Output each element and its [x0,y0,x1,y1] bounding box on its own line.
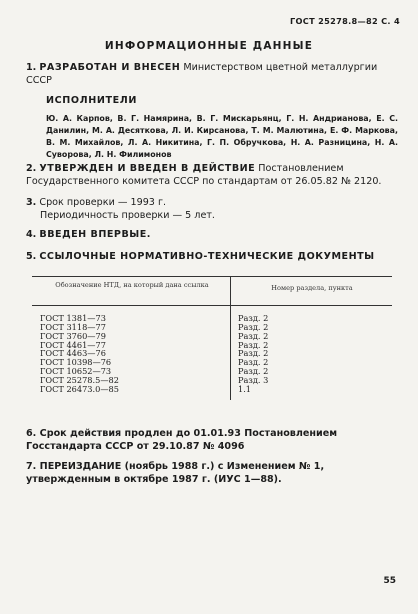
item-3-line1: Срок проверки — 1993 г. [39,197,167,208]
item-7 [26,460,398,486]
item-4-caps: ВВЕДЕН ВПЕРВЫЕ. [39,229,151,240]
document-header: ГОСТ 25278.8—82 С. 4 [289,16,400,26]
section-title: ИНФОРМАЦИОННЫЕ ДАННЫЕ [104,40,314,52]
item-3-number: 3. [26,197,37,208]
table-cell-designation: ГОСТ 4461—77 [40,339,106,350]
table-cell-designation: ГОСТ 10398—76 [40,357,112,368]
table-column-divider [230,276,231,400]
item-1-caps: РАЗРАБОТАН И ВНЕСЕН [39,62,181,73]
item-7-caps: ПЕРЕИЗДАНИЕ [39,461,122,472]
item-6-text: Срок действия продлен до 01.01.93 Постановлением Госстандарта СССР от 29.10.87 № 4096 [26,428,338,452]
item-5 [26,250,398,263]
item-2-number: 2. [26,163,37,174]
item-6-number: 6. [26,428,37,439]
table-cell-section: Разд. 2 [238,313,269,323]
table-cell-designation: ГОСТ 25278.5—82 [40,374,119,385]
table-cell-section: Разд. 2 [238,339,269,350]
table-cell-section: 1.1 [238,383,252,394]
table-cell-section: Разд. 2 [238,366,269,377]
table-header-border [32,305,392,306]
table-column-section [238,314,268,394]
item-5-number: 5. [26,251,37,262]
performers-label: ИСПОЛНИТЕЛИ [46,95,137,106]
item-7-text: (ноябрь 1988 г.) с Изменением № 1, утвержденным в октябре 1987 г. (ИУС 1—88). [26,461,325,485]
table-cell-designation: ГОСТ 10652—73 [40,366,112,377]
references-table [32,276,392,411]
table-cell-designation: ГОСТ 4463—76 [40,348,106,359]
item-4 [26,228,398,241]
item-2 [26,162,398,188]
item-3 [26,196,398,222]
item-4-number: 4. [26,229,37,240]
page-number: 55 [383,576,396,586]
table-header-designation: Обозначение НТД, на который дана ссылка [55,281,209,289]
table-cell-designation: ГОСТ 26473.0—85 [40,383,119,394]
item-2-caps: УТВЕРЖДЕН И ВВЕДЕН В ДЕЙСТВИЕ [39,163,256,174]
item-7-number: 7. [26,461,37,472]
table-cell-section: Разд. 2 [238,348,269,359]
table-cell-designation: ГОСТ 1381—73 [40,313,106,323]
table-cell-section: Разд. 3 [238,374,269,385]
table-column-designation [40,314,119,394]
table-top-border [32,276,392,277]
table-header-section: Номер раздела, пункта [271,284,353,292]
item-2-text: Постановлением Государственного комитета СССР по стандартам от 26.05.82 № 2120. [26,163,382,187]
item-1-number: 1. [26,62,37,73]
item-1 [26,61,398,87]
item-3-line2: Периодичность проверки — 5 лет. [40,210,215,221]
table-cell-designation: ГОСТ 3760—79 [40,330,106,341]
item-1-text: Министерством цветной металлургии СССР [26,62,378,86]
table-cell-section: Разд. 2 [238,321,269,332]
item-5-caps: ССЫЛОЧНЫЕ НОРМАТИВНО-ТЕХНИЧЕСКИЕ ДОКУМЕНТЫ [39,251,375,262]
performers-list: Ю. А. Карпов, В. Г. Намярина, В. Г. Мискарьянц, Г. Н. Андрианова, Е. С. Данилин, М. А. Десяткова, Л. И. Кирсанова, Т. М. Малютина, Е. Ф. Маркова, В. М. Михайлов, Л. А. Никитина, Г. П. Обручкова, Н. А. Разницина, Н. А. Суворова, Л. Н. Филимонов [46,114,398,159]
item-6 [26,427,398,453]
table-cell-designation: ГОСТ 3118—77 [40,321,106,332]
table-cell-section: Разд. 2 [238,357,269,368]
table-cell-section: Разд. 2 [238,330,269,341]
